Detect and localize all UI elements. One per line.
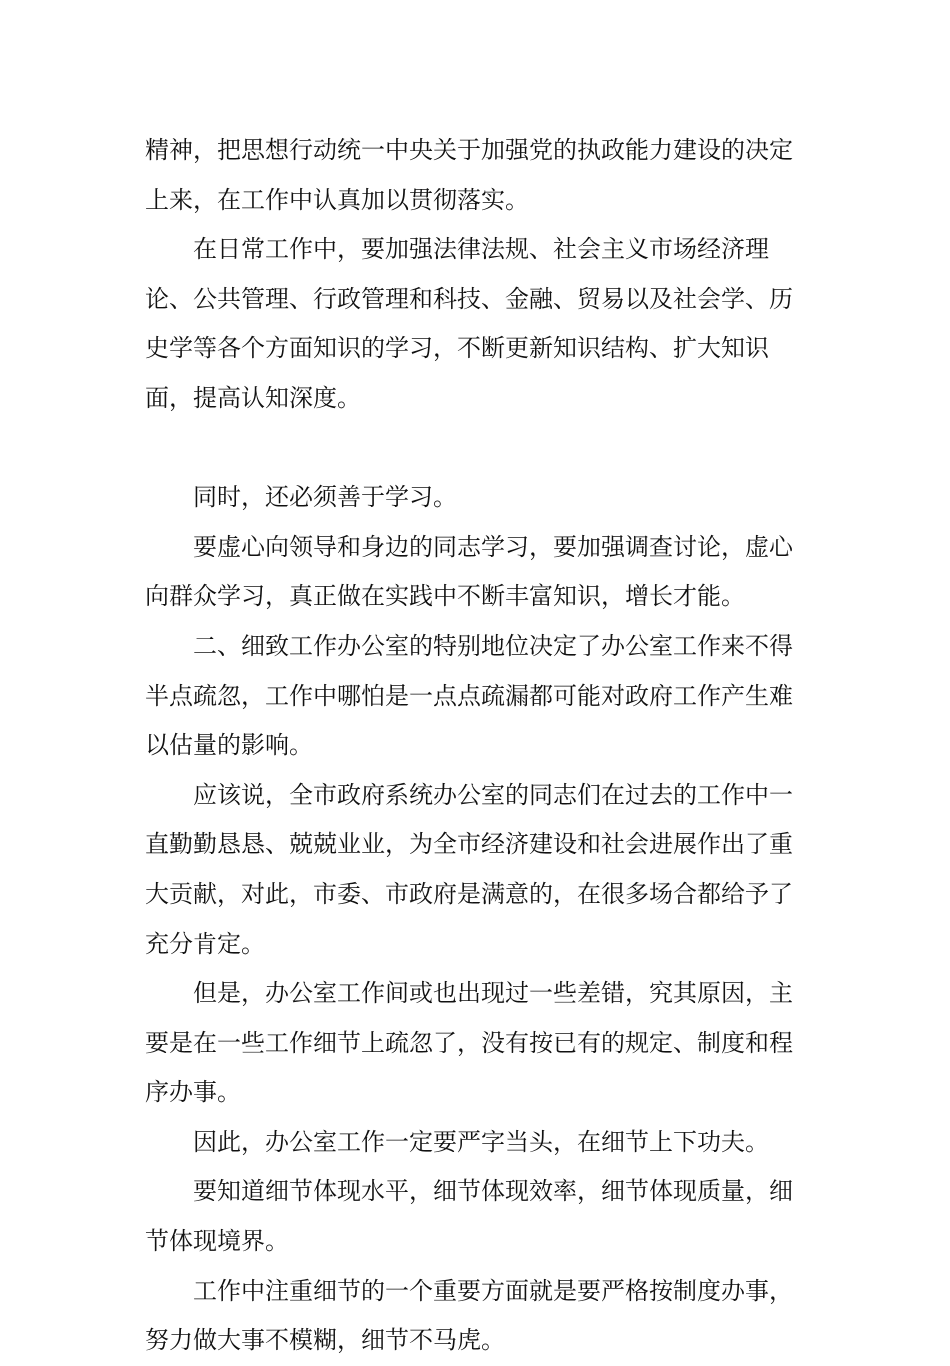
paragraph-gap xyxy=(145,424,810,474)
paragraph-7: 但是，办公室工作间或也出现过一些差错，究其原因，主要是在一些工作细节上疏忽了，没有按已有的规定、制度和程序办事。 xyxy=(145,979,793,1107)
paragraph-4: 要虚心向领导和身边的同志学习，要加强调查讨论，虚心向群众学习，真正做在实践中不断丰富知识，增长才能。 xyxy=(145,532,793,611)
paragraph-9: 要知道细节体现水平，细节体现效率，细节体现质量，细节体现境界。 xyxy=(145,1177,793,1256)
document-body xyxy=(145,126,810,1366)
paragraph-2: 在日常工作中，要加强法律法规、社会主义市场经济理论、公共管理、行政管理和科技、金融、贸易以及社会学、历史学等各个方面知识的学习，不断更新知识结构、扩大知识面，提高认知深度。 xyxy=(145,235,793,412)
paragraph-5: 二、细致工作办公室的特别地位决定了办公室工作来不得半点疏忽，工作中哪怕是一点点疏漏都可能对政府工作产生难以估量的影响。 xyxy=(145,631,793,760)
paragraph-1: 精神，把思想行动统一中央关于加强党的执政能力建设的决定上来，在工作中认真加以贯彻落实。 xyxy=(145,136,793,214)
paragraph-3: 同时，还必须善于学习。 xyxy=(193,483,457,512)
paragraph-8: 因此，办公室工作一定要严字当头，在细节上下功夫。 xyxy=(193,1127,769,1156)
paragraph-6: 应该说，全市政府系统办公室的同志们在过去的工作中一直勤勤恳恳、兢兢业业，为全市经济建设和社会进展作出了重大贡献，对此，市委、市政府是满意的，在很多场合都给予了充分肯定。 xyxy=(145,780,793,958)
paragraph-10: 工作中注重细节的一个重要方面就是要严格按制度办事，努力做大事不模糊，细节不马虎。 xyxy=(145,1276,793,1355)
